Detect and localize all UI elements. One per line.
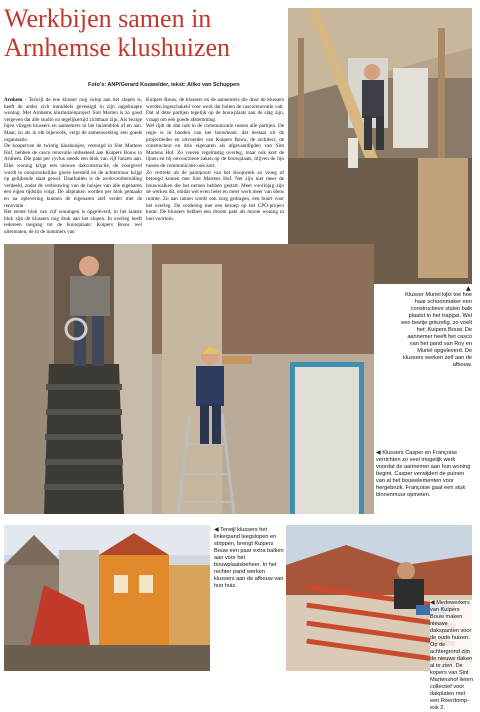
caption-ladder [376,450,474,499]
body-paragraph-6: Zo vertrekt uit de paintpoort van het sloopwerk zo vroeg of betoogd komen met Sint Martens Hof. Net zijn niet meer de bouwwalken die het nemen hebben gestart. Meer voorlopig zijn de werken dit, omdat wel even beter en meer werk meer van diens ruimte. Zo aan ramen wordt ook zorg gedragen, een buurt voor het overleg. De verdeling met een beroep op het CPO-project komt. De klussers hebben een droom pakt als mooie woning in hun voortuin. [146,169,284,222]
photo-ladder [152,244,374,514]
caption-pointer-icon: ◀ [376,450,381,456]
body-column-1 [4,97,142,235]
photo-attic-beam [288,8,472,284]
caption-roof [430,600,474,712]
caption-attic: Klusser Muriel kijkt toe hoe haar schoonmaker een constructieve stalen balk plaatst in het trapgat. Wel een beetje griezelig, zo voelt het: Kuipers Bouw. De aannemer heeft het casco van het pand van Roy en Muriel opgeleverd. De klussers werken zelf aan de afbouw. [401,292,472,368]
headline-line-1: Werkbijen samen in [4,4,212,33]
caption-roof-text: Medewerkers van Kuipers Bouw maken nieuwe dakspanten voor de oude huizen. Op de achtergrond zijn de nieuwe daken al te zien. De kopers van Sint Martenshof lieten collectief voor dakplaten met een Roerdomp-esk 2. [430,600,473,711]
photo-houses-exterior [4,525,210,671]
caption-exterior [214,527,286,590]
dateline: Arnhem [4,97,23,103]
photo-staircase [4,244,152,514]
body-paragraph-5: Wel rijdt de dan ook in de communicatie tussen alle partijen. De regie is in handen van het bouwteam, dat bestaat uit de projectleider en uitvoerder van Kuipers Bouw, de architect, de constructeur en drie eigenaren als afgevaardigden van Sint Martens Hof. Zo voeren regelmatig overleg, maar ook kort de lijnen en bij onvoorziene zaken op de bouwplaats, blijven de lijn tussen de communicatie ook kort. [146,123,284,169]
body-paragraph-2: De koopervan de twintig klushuisjes, verenigd in Sint Martens Hof, hebben de casco renovatie uitbesteed aan Kuipers Bouw in Arnhem. Die pakt per cyclus steeds een blok van vijf huizen aan. Elke woning krijgt een nieuwe dakconstructie, de voorgevel wordt in oorspronkelijke glorie hersteld en de achtermuur krijgt op gelijkende staat gewel. Daarbuiten is de werkvoorbereiding verdeeld, zodat de verbouwing van de huisjes van alle eigenaren een eigen tijdslijn volgt. De afspraken worden per blok gemaakt en na oplevering kunnen de eigenaren zelf verder met de renovatie. [4,143,142,209]
body-paragraph-4: Kuipers Bouw, de klussers en de aannemers die door de klussers worden ingeschakeld voor werk dat buiten de cascorenovatie valt. Dat al deze partijen tegelijk op de bouwplaats aan de slag zijn, vraagt om een goede afstemming. [146,97,284,123]
headline-line-2: Arnhemse klushuizen [4,33,231,62]
photo-credit: Foto's: ANP/Gerard Kouwelder, tekst: Aliko van Schuppen [88,82,240,88]
caption-pointer-icon: ▲ [466,285,471,292]
headline [4,4,289,62]
body-column-2 [146,97,284,222]
caption-exterior-text: Terwijl klussers het linkerpand leegslopen en strippen, brengt Kuipers Bouw een paar extra balken aan voor het bouwplaatsbeheer. In het rechter pand werken klussers aan de afbouw van hun huis. [214,527,284,589]
caption-pointer-icon: ◀ [430,600,435,606]
body-paragraph-3: Het eerste blok van vijf woningen is opgeleverd, in het laatste blok zijn de klussers nog druk aan het slopen. In overleg heeft iedereen toegang tot de bouwplaats: Kuipers Bouw wel uitermaten, de in de nummers van [4,209,142,235]
body-paragraph-1: - Terwijl de ene klusser nog volop aan het slopen is, heeft de ander zich inmiddels gevestigd in zijn opgeknapte woning. Met Arnhems klushuizenproject Sint Marten is zo goed vergeven dat alle studio nu tegelijkertijd zichtbaar zijn. Als bezige bijen vliegen klussers en aannemers in het huizenblok af en aan. Maar, zo als in elk bijenvolk, vergt de samenwerking een goede organisatie. [4,97,142,143]
caption-ladder-text: Klussers Casper en Françoise verrichten zo veel mogelijk werk voordat de aannemer aan hun woning begint. Casper verwijdert de puinen van al het bouwelementen voor hergebruik. Françoise gaat een stuk binnenmuur opmeten. [376,450,471,498]
caption-pointer-icon: ◀ [214,527,219,533]
